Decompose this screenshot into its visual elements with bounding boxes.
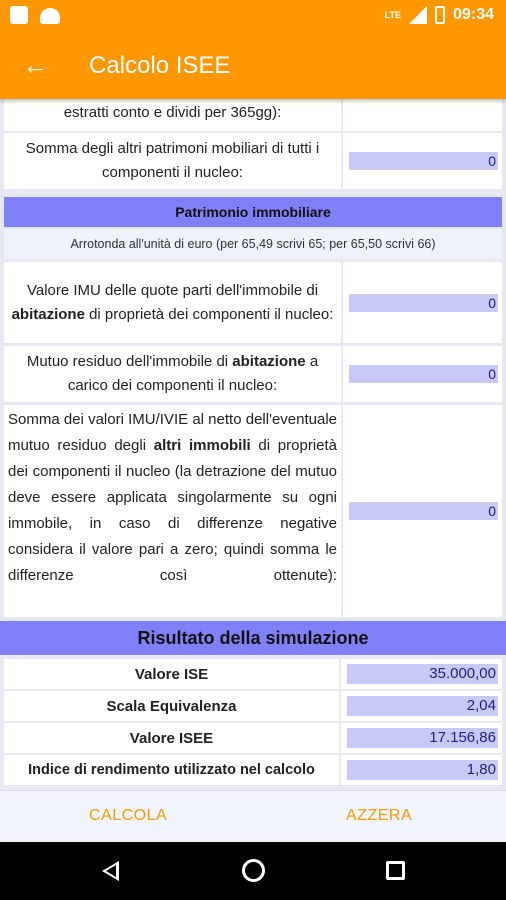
result-value-scala: 2,04 [347,696,498,716]
result-label-indice: Indice di rendimento utilizzato nel calcolo [4,755,339,785]
imu-abitazione-row [4,262,502,343]
page-title: Calcolo ISEE [89,52,231,79]
imu-label-post: di proprietà dei componenti il nucleo: [89,305,334,323]
altri-mobili-label: Somma degli altri patrimoni mobiliari di tutti i componenti il nucleo: [4,133,341,189]
imu-abitazione-input[interactable]: 0 [349,294,498,312]
result-value-cell-scala [341,691,502,721]
imu-label-bold: abitazione [11,305,85,323]
result-row-scala [4,691,502,721]
nav-bar [0,842,506,900]
app-bar [0,33,506,99]
altri-mobili-cell [343,133,502,189]
result-label-ise: Valore ISE [4,659,339,689]
mutuo-label-pre: Mutuo residuo dell'immobile di [26,353,229,370]
azzera-button[interactable]: AZZERA [346,807,413,824]
risultato-header: Risultato della simulazione [0,621,506,655]
mobili-partial-label: estratti conto e dividi per 365gg): [4,99,341,131]
altri-immobili-row [4,405,502,617]
result-label-scala: Scala Equivalenza [4,691,339,721]
result-value-cell-isee [341,723,502,753]
altri-immobili-label [4,405,341,617]
signal-icon [409,6,427,24]
mobili-partial-row [4,99,502,131]
rounding-note: Arrotonda all'unità di euro (per 65,49 scrivi 65; per 65,50 scrivi 66) [4,229,502,259]
status-time: 09:34 [453,6,494,23]
mutuo-abitazione-label [4,346,341,402]
altri-mobili-input[interactable]: 0 [349,152,498,170]
result-row-indice [4,755,502,785]
action-bar [0,790,506,842]
altri-immobili-label-pre: Somma dei valori IMU/IVIE al netto dell'eventuale mutuo residuo degli [8,411,337,454]
calcola-button[interactable]: CALCOLA [89,807,168,824]
immobiliare-header: Patrimonio immobiliare [4,197,502,227]
result-label-isee: Valore ISEE [4,723,339,753]
imu-abitazione-cell [343,262,502,343]
status-bar [0,0,506,33]
result-value-isee: 17.156,86 [347,728,498,748]
altri-immobili-cell [343,405,502,617]
altri-mobili-row [4,133,502,189]
result-value-cell-indice [341,755,502,785]
mutuo-abitazione-cell [343,346,502,402]
form-content[interactable] [0,99,506,790]
mobili-partial-input-cell [343,99,502,131]
imu-abitazione-label [4,262,341,343]
altri-immobili-input[interactable]: 0 [349,502,498,520]
altri-immobili-label-post: di proprietà dei componenti il nucleo (la detrazione del mutuo deve essere applicata singolarmente su ogni immobile, in caso di differenze negative considera il valore pari a zero; quindi somma le differenze così ottenute): [8,437,338,584]
result-row-ise [4,659,502,689]
nav-recent-icon[interactable] [386,861,405,880]
notification-icon [10,6,28,24]
network-type: LTE [384,10,402,20]
battery-icon [435,6,445,24]
mutuo-abitazione-input[interactable]: 0 [349,365,498,383]
result-value-indice: 1,80 [347,760,498,780]
mutuo-label-post: a carico dei componenti il nucleo: [67,353,319,394]
mutuo-abitazione-row [4,346,502,402]
altri-immobili-label-bold: altri immobili [153,437,251,454]
nav-home-icon[interactable] [242,859,265,882]
arrow-left-icon[interactable]: ← [22,50,48,80]
result-value-cell-ise [341,659,502,689]
mutuo-label-bold: abitazione [232,353,306,370]
nav-back-icon[interactable] [102,861,119,881]
result-row-isee [4,723,502,753]
android-icon [40,8,60,24]
imu-label-pre: Valore IMU delle quote parti dell'immobile di [26,281,319,299]
result-value-ise: 35.000,00 [347,664,498,684]
